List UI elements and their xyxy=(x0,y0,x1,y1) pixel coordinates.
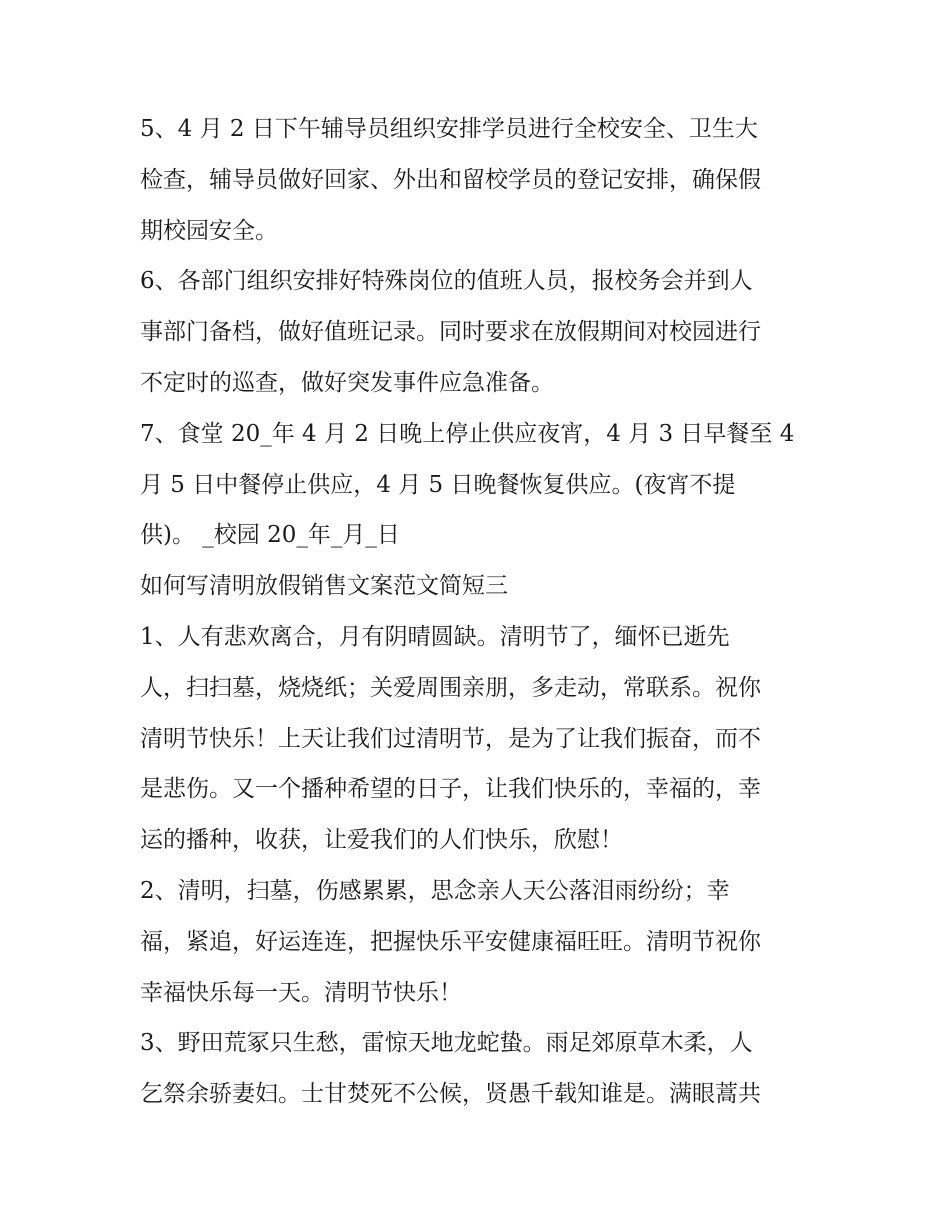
text-line: 福，紧追，好运连连，把握快乐平安健康福旺旺。清明节祝你 xyxy=(140,928,761,955)
text-line: 2、清明，扫墓，伤感累累，思念亲人天公落泪雨纷纷；幸 xyxy=(140,877,730,904)
text-line: 月 5 日中餐停止供应，4 月 5 日晚餐恢复供应。(夜宵不提 xyxy=(140,471,736,498)
section-heading: 如何写清明放假销售文案范文简短三 xyxy=(140,573,508,600)
text-line: 运的播种，收获，让爱我们的人们快乐，欣慰！ xyxy=(140,827,623,854)
text-line: 人，扫扫墓，烧烧纸；关爱周围亲朋，多走动，常联系。祝你 xyxy=(140,674,761,701)
text-line: 供)。 _校园 20_年_月_日 xyxy=(140,522,400,549)
text-line: 事部门备档，做好值班记录。同时要求在放假期间对校园进行 xyxy=(140,319,761,346)
text-line: 乞祭余骄妻妇。士甘焚死不公候，贤愚千载知谁是。满眼蒿共 xyxy=(140,1081,761,1108)
text-line: 清明节快乐！上天让我们过清明节，是为了让我们振奋，而不 xyxy=(140,725,761,752)
text-line: 3、野田荒冢只生愁，雷惊天地龙蛇蛰。雨足郊原草木柔，人 xyxy=(140,1030,753,1057)
text-line: 是悲伤。又一个播种希望的日子，让我们快乐的，幸福的，幸 xyxy=(140,776,761,803)
text-line: 幸福快乐每一天。清明节快乐！ xyxy=(140,979,462,1006)
text-line: 检查，辅导员做好回家、外出和留校学员的登记安排，确保假 xyxy=(140,166,761,193)
text-line: 5、4 月 2 日下午辅导员组织安排学员进行全校安全、卫生大 xyxy=(140,116,758,142)
text-line: 1、人有悲欢离合，月有阴晴圆缺。清明节了，缅怀已逝先 xyxy=(140,623,730,650)
text-line: 不定时的巡查，做好突发事件应急准备。 xyxy=(140,369,554,396)
text-line: 7、食堂 20_年 4 月 2 日晚上停止供应夜宵，4 月 3 日早餐至 4 xyxy=(140,420,795,447)
document-body xyxy=(140,104,820,1120)
text-line: 期校园安全。 xyxy=(140,217,278,244)
text-line: 6、各部门组织安排好特殊岗位的值班人员，报校务会并到人 xyxy=(140,268,753,295)
